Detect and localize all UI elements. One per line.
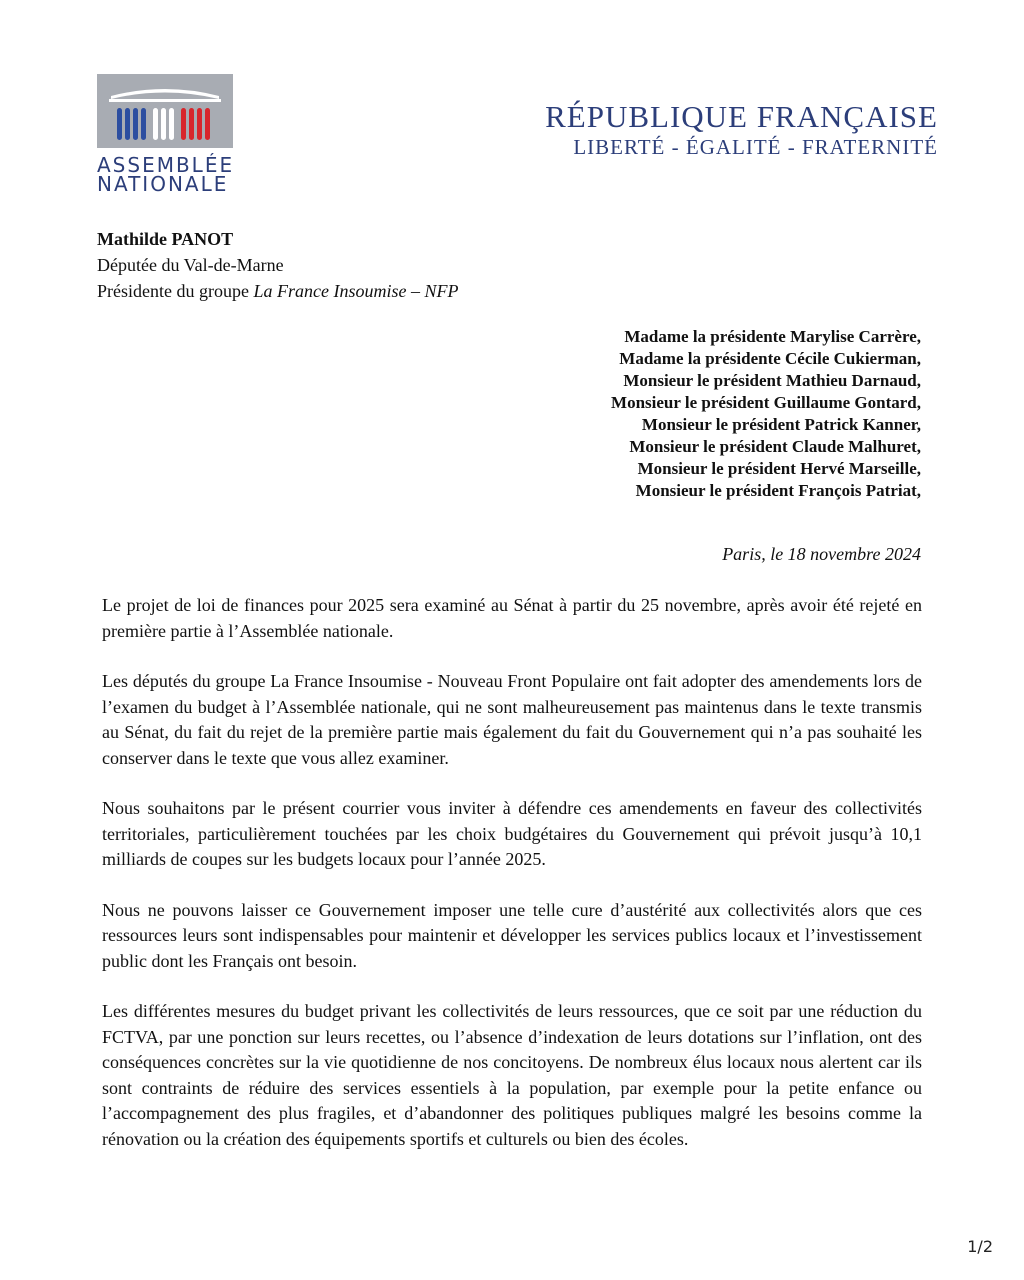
recipient-line: Monsieur le président Claude Malhuret, (629, 437, 921, 456)
letter-date: Paris, le 18 novembre 2024 (722, 544, 921, 564)
republic-title: RÉPUBLIQUE FRANÇAISE (545, 99, 938, 134)
body-paragraph: Les différentes mesures du budget privant les collectivités de leurs ressources, que ce soit par une réduction du FCTVA, par une ponction sur leurs recettes, ou l’absence d’indexation de leurs dotations sur l’inflation, ont des conséquences concrètes sur la vie quotidienne de nos concitoyens. De nombreux élus locaux nous alertent car ils sont contraints de réduire des services essentiels à la population, par exemple pour la petite enfance ou l’accompagnement des plus fragiles, et d’abandonner des politiques publiques malgré les besoins comme la rénovation ou la création des équipements sportifs et culturels ou bien des écoles. (102, 1001, 922, 1149)
assemblee-nationale-logo (97, 74, 237, 194)
recipient-line: Monsieur le président Mathieu Darnaud, (623, 371, 921, 390)
body-paragraph: Le projet de loi de finances pour 2025 sera examiné au Sénat à partir du 25 novembre, après avoir été rejeté en première partie à l’Assemblée nationale. (102, 595, 922, 641)
sender-block (97, 226, 458, 304)
sender-role: Députée du Val-de-Marne (97, 255, 284, 275)
body-paragraph: Nous souhaitons par le présent courrier vous inviter à défendre ces amendements en faveur des collectivités territoriales, particulièrement touchées par les choix budgétaires du Gouvernement qui prévoit jusqu’à 10,1 milliards de coupes sur les budgets locaux pour l’année 2025. (102, 798, 922, 869)
recipient-line: Monsieur le président Patrick Kanner, (641, 415, 921, 434)
logo-wordmark (97, 153, 237, 196)
sender-group (97, 278, 458, 304)
recipient-line: Monsieur le président Hervé Marseille, (637, 459, 921, 478)
logo-line-1: ASSEMBLÉE (97, 153, 235, 177)
recipient-line: Madame la présidente Cécile Cukierman, (619, 349, 921, 368)
republic-header (545, 100, 938, 160)
republic-motto: LIBERTÉ - ÉGALITÉ - FRATERNITÉ (573, 135, 938, 159)
hemicycle-icon (97, 74, 233, 148)
recipient-line: Madame la présidente Marylise Carrère, (624, 327, 921, 346)
logo-line-2: NATIONALE (97, 172, 229, 196)
recipient-line: Monsieur le président François Patriat, (635, 481, 921, 500)
sender-group-name: La France Insoumise – NFP (253, 281, 459, 301)
body-paragraph: Nous ne pouvons laisser ce Gouvernement imposer une telle cure d’austérité aux collectivités alors que ces ressources leurs sont indispensables pour maintenir et développer les services publics locaux et l’investissement public dont les Français ont besoin. (102, 899, 922, 971)
recipients-block (611, 326, 921, 502)
page-number: 1/2 (967, 1237, 993, 1256)
body-paragraph: Les députés du groupe La France Insoumise - Nouveau Front Populaire ont fait adopter des amendements lors de l’examen du budget à l’Assemblée nationale, qui ne sont malheureusement pas maintenus dans le texte transmis au Sénat, du fait du rejet de la première partie mais également du fait du Gouvernement qui n’a pas souhaité les conserver dans le texte que vous allez examiner. (102, 671, 922, 768)
sender-group-prefix: Présidente du groupe (97, 281, 254, 301)
recipient-line: Monsieur le président Guillaume Gontard, (611, 393, 921, 412)
letter-body (102, 593, 922, 1177)
sender-name: Mathilde PANOT (97, 229, 234, 249)
